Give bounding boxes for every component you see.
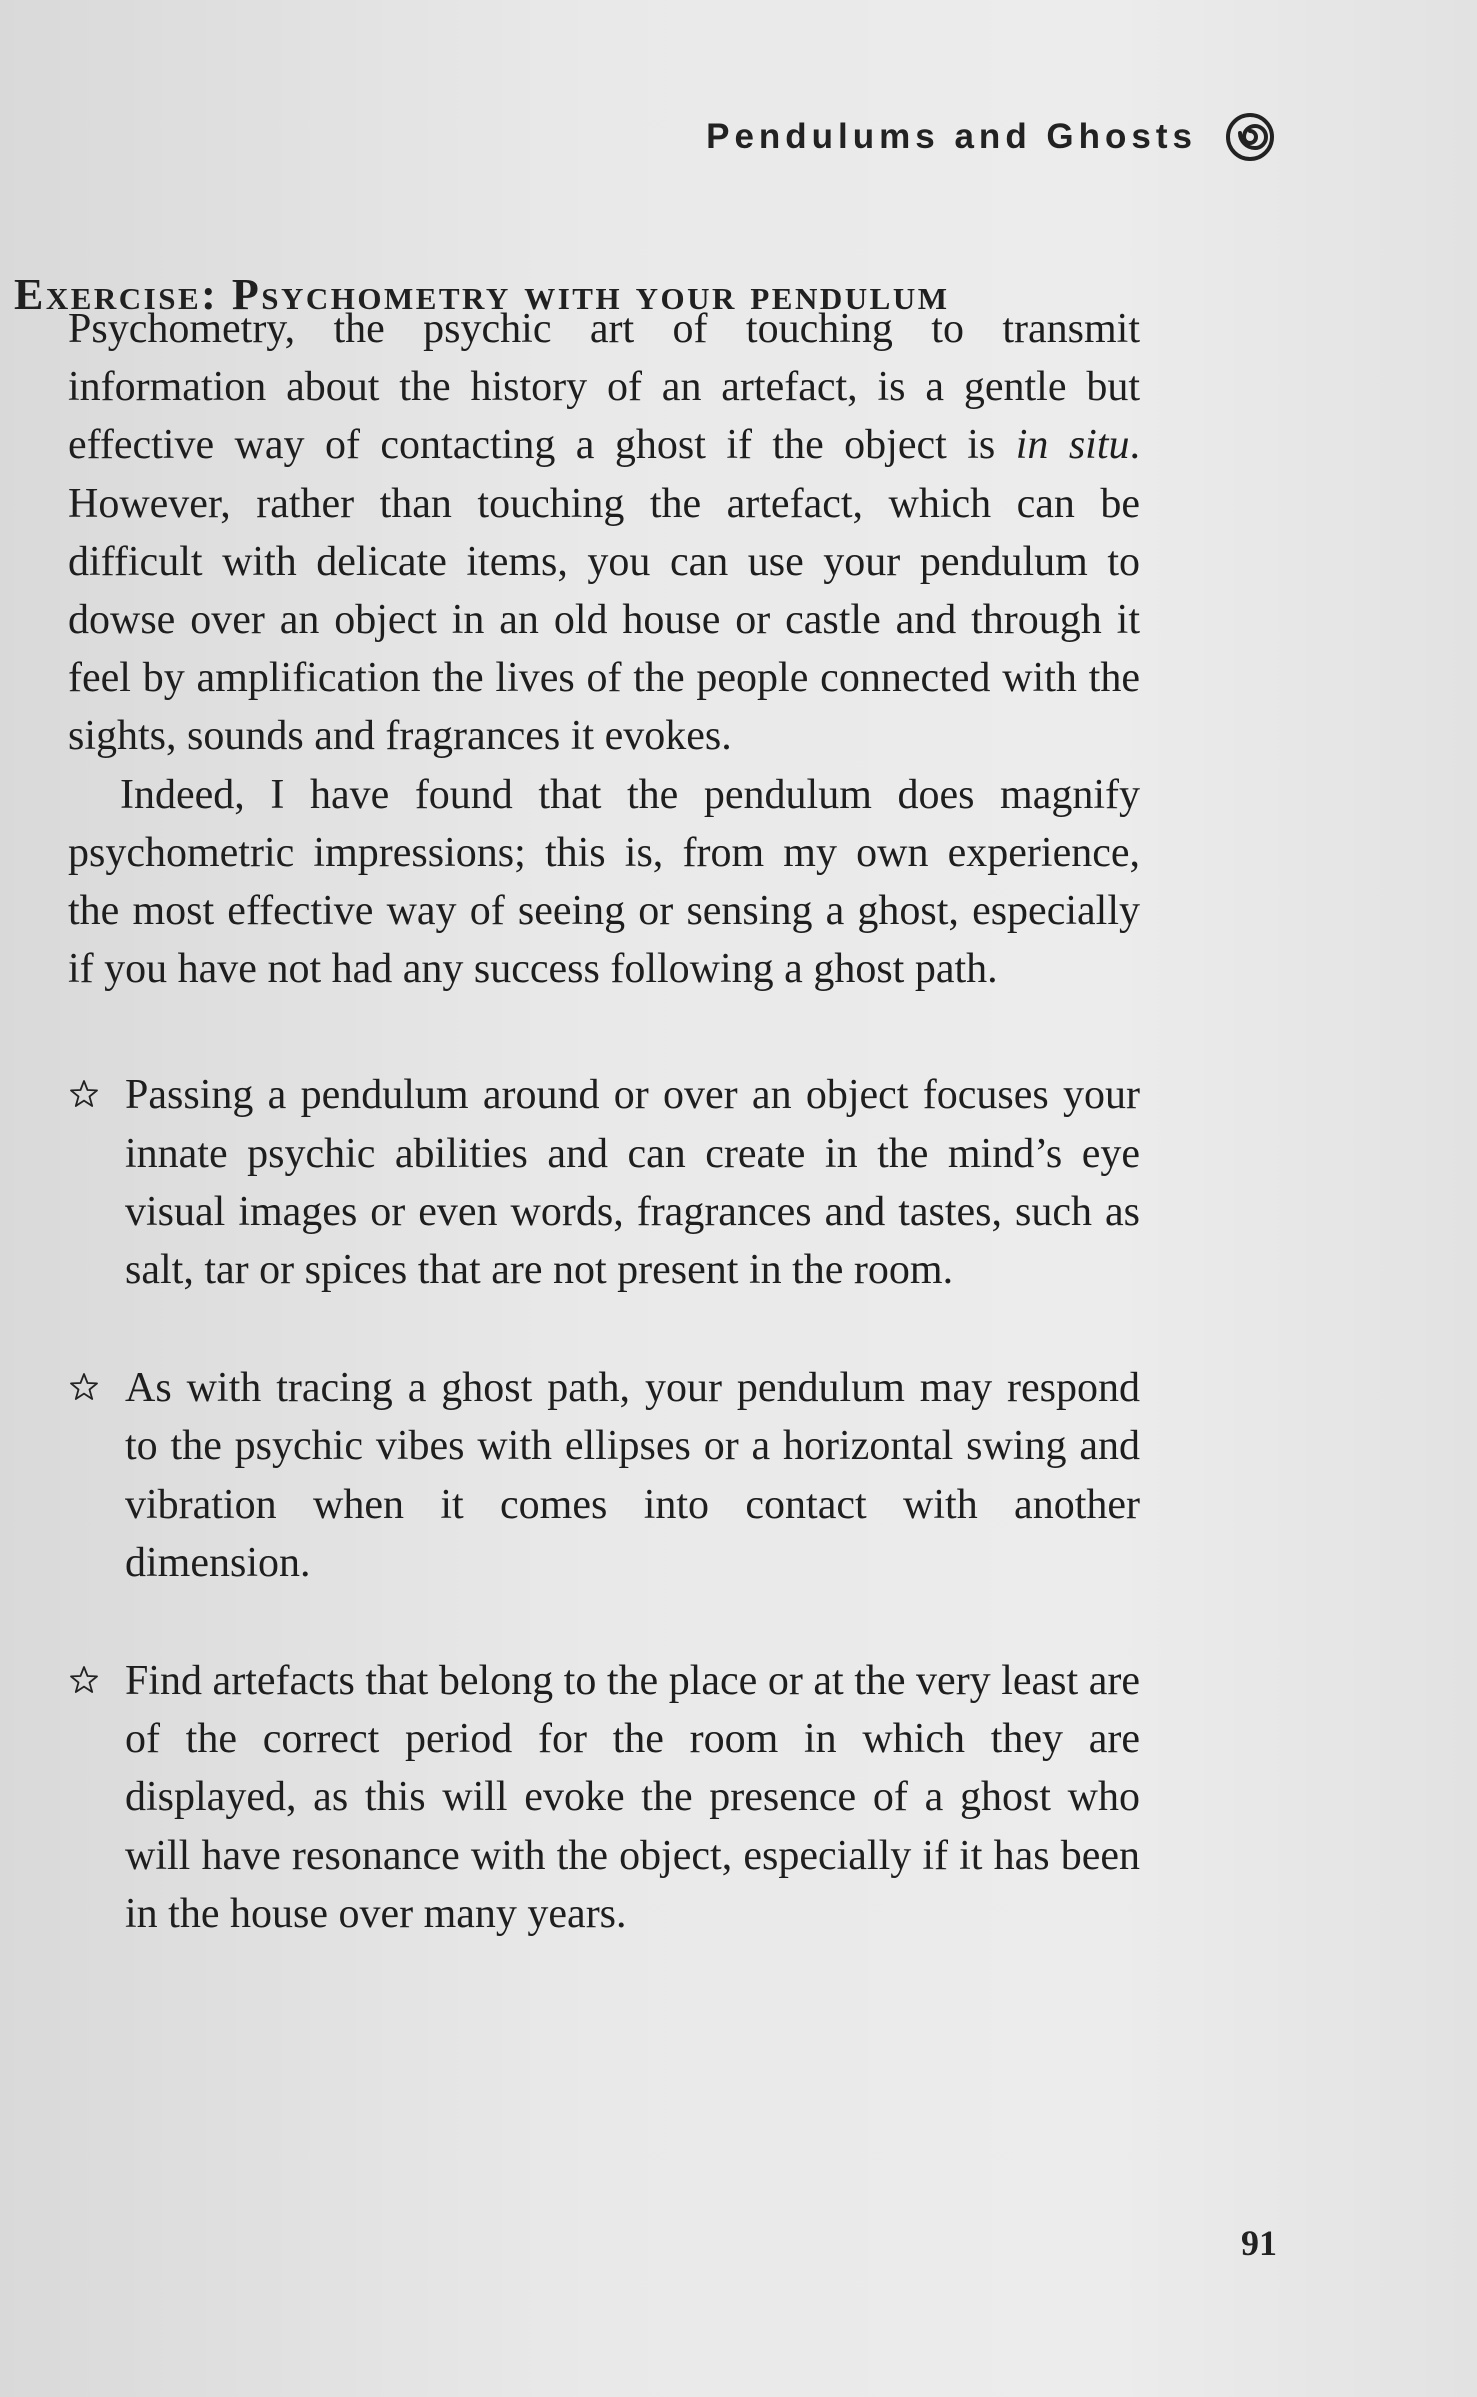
spiral-icon: [1223, 110, 1277, 164]
paragraph-2: Indeed, I have found that the pendulum does magnify psychometric impressions; this is, from my own experience, the most effective way of seeing or sensing a ghost, especially if you have not had any success following a ghost path.: [68, 771, 1140, 993]
paragraph-1: [68, 300, 1140, 766]
page-number: 91: [1241, 2223, 1277, 2263]
running-head: Pendulums and Ghosts: [706, 117, 1197, 156]
paragraph-1-italic: in situ: [1015, 422, 1130, 469]
star-outline-icon: [69, 1372, 99, 1402]
page-header: [706, 110, 1277, 164]
paragraph-1-text-b: . However, rather than touching the artefact, which can be difficult with delicate items, you can use your pendulum to dowse over an object in an old house or castle and through it feel by amplification the lives of the people connected with the sights, sounds and fragrances it evokes.: [68, 422, 1140, 760]
exercise-heading: Exercise: Psychometry with your pendulum: [14, 269, 950, 319]
star-outline-icon: [69, 1079, 99, 1109]
bullet-item: [68, 1652, 1140, 1943]
paragraph-1-text-a: Psychometry, the psychic art of touching to transmit information about the history of an artefact, is a gentle but effective way of contacting a ghost if the object is: [68, 306, 1140, 469]
bullet-text: Passing a pendulum around or over an object focuses your innate psychic abilities and can create in the mind’s eye visual images or even words, fragrances and tastes, such as salt, tar or spices that are not present in the room.: [125, 1072, 1140, 1294]
bullet-item: [68, 1066, 1140, 1299]
bullet-text: Find artefacts that belong to the place or at the very least are of the correct period for the room in which they are displayed, as this will evoke the presence of a ghost who will have resonance with the object, especially if it has been in the house over many years.: [125, 1658, 1140, 1937]
bullet-text: As with tracing a ghost path, your pendulum may respond to the psychic vibes with ellipses or a horizontal swing and vibration when it comes into contact with another dimension.: [125, 1365, 1140, 1586]
bullet-list: [68, 1066, 1140, 1943]
bullet-item: [68, 1359, 1140, 1592]
main-text: [68, 300, 1140, 1943]
star-outline-icon: [69, 1665, 99, 1695]
